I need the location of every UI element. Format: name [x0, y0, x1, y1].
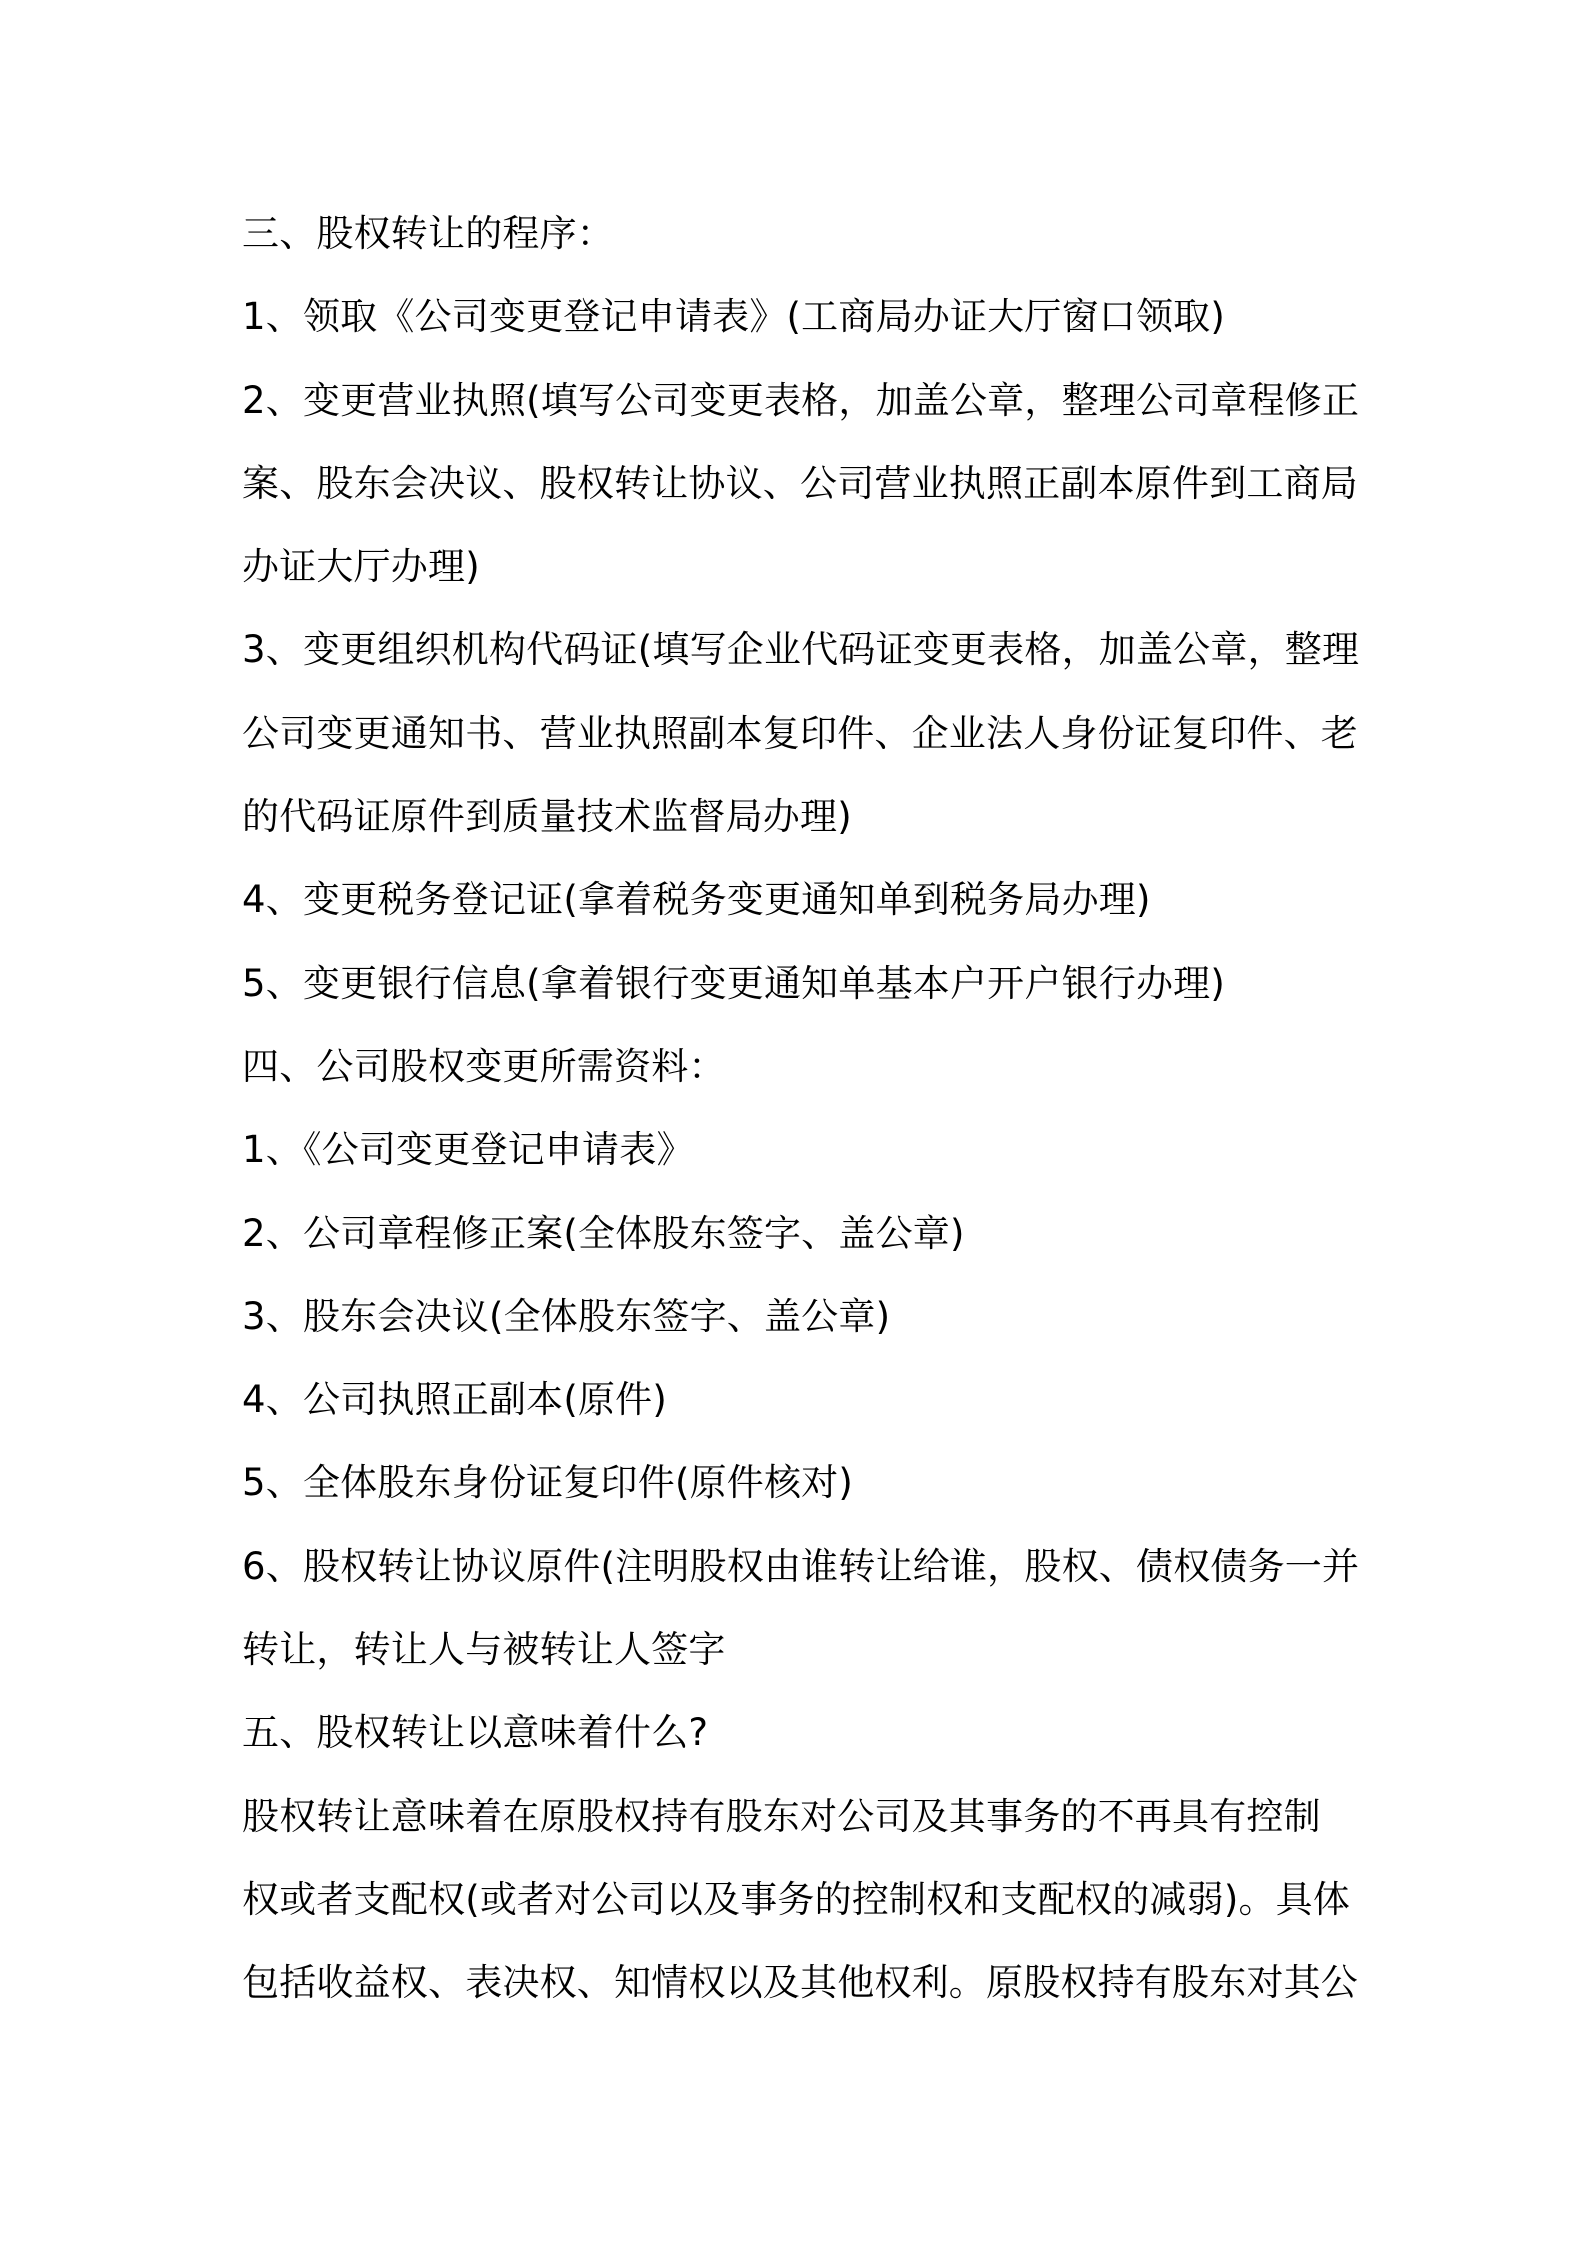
procedure-step-3-cont: 的代码证原件到质量技术监督局办理) [242, 795, 852, 839]
procedure-step-2-cont: 案、股东会决议、股权转让协议、公司营业执照正副本原件到工商局 [242, 461, 1358, 505]
section-heading-meaning: 五、股权转让以意味着什么? [242, 1711, 709, 1755]
materials-item-2: 2、公司章程修正案(全体股东签字、盖公章) [242, 1211, 965, 1255]
meaning-paragraph-line: 权或者支配权(或者对公司以及事务的控制权和支配权的减弱)。具体 [242, 1877, 1351, 1921]
procedure-step-2-cont: 办证大厅办理) [242, 545, 480, 589]
procedure-step-3: 3、变更组织机构代码证(填写企业代码证变更表格，加盖公章，整理 [242, 628, 1360, 672]
procedure-step-2: 2、变更营业执照(填写公司变更表格，加盖公章，整理公司章程修正 [242, 378, 1360, 422]
procedure-step-4: 4、变更税务登记证(拿着税务变更通知单到税务局办理) [242, 878, 1151, 922]
meaning-paragraph-line: 包括收益权、表决权、知情权以及其他权利。原股权持有股东对其公 [242, 1961, 1358, 2005]
materials-item-6-cont: 转让，转让人与被转让人签字 [242, 1628, 726, 1672]
materials-item-3: 3、股东会决议(全体股东签字、盖公章) [242, 1294, 891, 1338]
materials-item-6: 6、股权转让协议原件(注明股权由谁转让给谁，股权、债权债务一并 [242, 1544, 1360, 1588]
materials-item-4: 4、公司执照正副本(原件) [242, 1378, 668, 1422]
materials-item-1: 1、《公司变更登记申请表》 [242, 1128, 694, 1172]
procedure-step-3-cont: 公司变更通知书、营业执照副本复印件、企业法人身份证复印件、老 [242, 711, 1358, 755]
procedure-step-5: 5、变更银行信息(拿着银行变更通知单基本户开户银行办理) [242, 961, 1226, 1005]
section-heading-procedure: 三、股权转让的程序： [242, 212, 614, 255]
procedure-step-1: 1、领取《公司变更登记申请表》(工商局办证大厅窗口领取) [242, 295, 1226, 339]
document-body [242, 192, 1362, 2025]
section-heading-materials: 四、公司股权变更所需资料： [242, 1044, 726, 1088]
meaning-paragraph-line: 股权转让意味着在原股权持有股东对公司及其事务的不再具有控制 [242, 1794, 1321, 1838]
materials-item-5: 5、全体股东身份证复印件(原件核对) [242, 1461, 854, 1505]
